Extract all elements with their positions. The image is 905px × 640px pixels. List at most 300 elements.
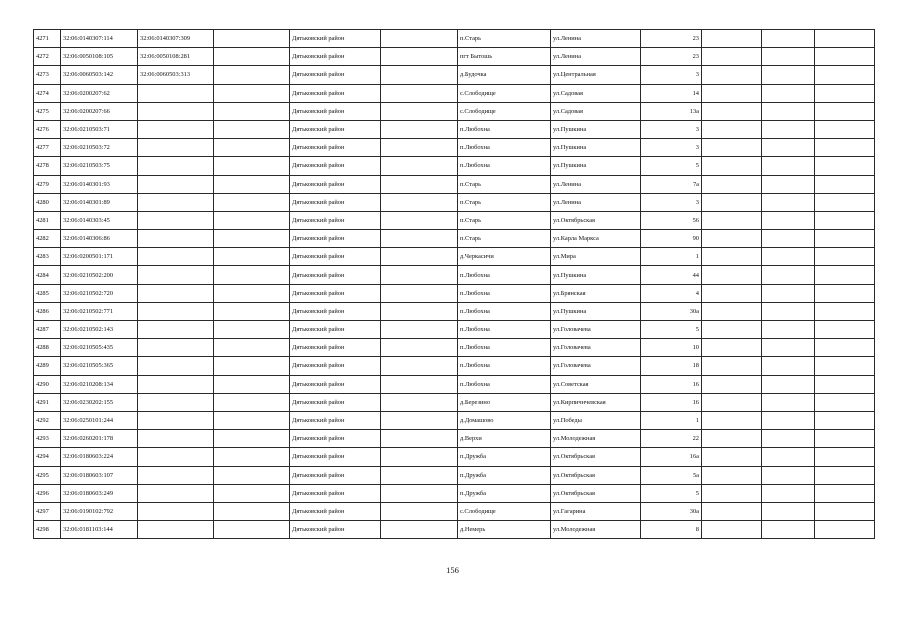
empty-cell	[381, 266, 458, 284]
house-number-cell: 10	[641, 339, 702, 357]
settlement-cell: п.Любохна	[458, 375, 551, 393]
row-number-cell: 4288	[34, 339, 61, 357]
cadastral-number-cell: 32:06:0140303:45	[61, 211, 138, 229]
empty-cell	[762, 157, 815, 175]
empty-cell	[381, 139, 458, 157]
cadastral-number-cell: 32:06:0200207:62	[61, 84, 138, 102]
district-cell: Дятьковский район	[290, 484, 381, 502]
row-number-cell: 4281	[34, 211, 61, 229]
row-number-cell: 4285	[34, 284, 61, 302]
cadastral-number-2-cell	[138, 484, 214, 502]
empty-cell	[702, 248, 762, 266]
empty-cell	[214, 230, 290, 248]
district-cell: Дятьковский район	[290, 339, 381, 357]
empty-cell	[214, 266, 290, 284]
cadastral-number-cell: 32:06:0230202:155	[61, 393, 138, 411]
house-number-cell: 16	[641, 375, 702, 393]
settlement-cell: пгт Бытошь	[458, 48, 551, 66]
row-number-cell: 4278	[34, 157, 61, 175]
empty-cell	[762, 448, 815, 466]
settlement-cell: п.Любохна	[458, 302, 551, 320]
empty-cell	[815, 339, 875, 357]
cadastral-number-cell: 32:06:0210503:72	[61, 139, 138, 157]
empty-cell	[702, 30, 762, 48]
empty-cell	[381, 302, 458, 320]
cadastral-number-cell: 32:06:0200501:171	[61, 248, 138, 266]
empty-cell	[762, 230, 815, 248]
district-cell: Дятьковский район	[290, 448, 381, 466]
house-number-cell: 16	[641, 393, 702, 411]
district-cell: Дятьковский район	[290, 102, 381, 120]
street-cell: ул.Октябрьская	[551, 484, 641, 502]
empty-cell	[214, 102, 290, 120]
district-cell: Дятьковский район	[290, 211, 381, 229]
table-row	[34, 411, 875, 429]
empty-cell	[762, 357, 815, 375]
row-number-cell: 4283	[34, 248, 61, 266]
empty-cell	[214, 411, 290, 429]
district-cell: Дятьковский район	[290, 139, 381, 157]
empty-cell	[762, 339, 815, 357]
empty-cell	[815, 84, 875, 102]
settlement-cell: д.Верхи	[458, 430, 551, 448]
empty-cell	[815, 375, 875, 393]
row-number-cell: 4290	[34, 375, 61, 393]
empty-cell	[815, 321, 875, 339]
empty-cell	[381, 193, 458, 211]
cadastral-number-cell: 32:06:0190102:792	[61, 502, 138, 520]
empty-cell	[815, 175, 875, 193]
house-number-cell: 18	[641, 357, 702, 375]
empty-cell	[762, 411, 815, 429]
table-row	[34, 120, 875, 138]
table-row	[34, 521, 875, 539]
cadastral-number-cell: 32:06:0180603:224	[61, 448, 138, 466]
empty-cell	[815, 248, 875, 266]
empty-cell	[815, 284, 875, 302]
empty-cell	[762, 484, 815, 502]
cadastral-number-2-cell	[138, 175, 214, 193]
empty-cell	[702, 284, 762, 302]
street-cell: ул.Ленина	[551, 193, 641, 211]
empty-cell	[702, 48, 762, 66]
empty-cell	[381, 339, 458, 357]
settlement-cell: п.Любохна	[458, 139, 551, 157]
cadastral-number-cell: 32:06:0210505:435	[61, 339, 138, 357]
street-cell: ул.Советская	[551, 375, 641, 393]
street-cell: ул.Октябрьская	[551, 211, 641, 229]
row-number-cell: 4292	[34, 411, 61, 429]
district-cell: Дятьковский район	[290, 84, 381, 102]
district-cell: Дятьковский район	[290, 66, 381, 84]
district-cell: Дятьковский район	[290, 411, 381, 429]
row-number-cell: 4277	[34, 139, 61, 157]
empty-cell	[815, 502, 875, 520]
empty-cell	[381, 393, 458, 411]
house-number-cell: 22	[641, 430, 702, 448]
empty-cell	[702, 230, 762, 248]
empty-cell	[815, 102, 875, 120]
cadastral-number-2-cell	[138, 120, 214, 138]
table-row	[34, 430, 875, 448]
house-number-cell: 5	[641, 157, 702, 175]
cadastral-number-2-cell	[138, 230, 214, 248]
street-cell: ул.Гагарина	[551, 502, 641, 520]
empty-cell	[762, 139, 815, 157]
house-number-cell: 16а	[641, 448, 702, 466]
settlement-cell: с.Слободище	[458, 102, 551, 120]
empty-cell	[815, 448, 875, 466]
cadastral-number-cell: 32:06:0210502:720	[61, 284, 138, 302]
table-row	[34, 84, 875, 102]
empty-cell	[214, 448, 290, 466]
street-cell: ул.Молодежная	[551, 521, 641, 539]
street-cell: ул.Карла Маркса	[551, 230, 641, 248]
empty-cell	[214, 466, 290, 484]
street-cell: ул.Пушкина	[551, 157, 641, 175]
house-number-cell: 3	[641, 193, 702, 211]
empty-cell	[381, 321, 458, 339]
empty-cell	[214, 84, 290, 102]
cadastral-number-2-cell	[138, 466, 214, 484]
empty-cell	[214, 284, 290, 302]
street-cell: ул.Головачева	[551, 321, 641, 339]
cadastral-number-2-cell: 32:06:0060503:313	[138, 66, 214, 84]
district-cell: Дятьковский район	[290, 193, 381, 211]
row-number-cell: 4295	[34, 466, 61, 484]
empty-cell	[702, 211, 762, 229]
cadastral-number-2-cell	[138, 502, 214, 520]
empty-cell	[815, 430, 875, 448]
cadastral-number-2-cell	[138, 157, 214, 175]
empty-cell	[214, 393, 290, 411]
empty-cell	[214, 175, 290, 193]
empty-cell	[214, 66, 290, 84]
empty-cell	[214, 248, 290, 266]
settlement-cell: п.Старь	[458, 175, 551, 193]
settlement-cell: д.Будочка	[458, 66, 551, 84]
empty-cell	[815, 139, 875, 157]
empty-cell	[381, 175, 458, 193]
empty-cell	[815, 393, 875, 411]
empty-cell	[702, 266, 762, 284]
row-number-cell: 4287	[34, 321, 61, 339]
street-cell: ул.Пушкина	[551, 266, 641, 284]
empty-cell	[702, 466, 762, 484]
district-cell: Дятьковский район	[290, 284, 381, 302]
empty-cell	[762, 102, 815, 120]
house-number-cell: 4	[641, 284, 702, 302]
empty-cell	[381, 411, 458, 429]
cadastral-number-cell: 32:06:0210502:771	[61, 302, 138, 320]
empty-cell	[702, 139, 762, 157]
empty-cell	[702, 448, 762, 466]
empty-cell	[702, 521, 762, 539]
empty-cell	[381, 466, 458, 484]
empty-cell	[381, 120, 458, 138]
empty-cell	[762, 284, 815, 302]
table-row	[34, 502, 875, 520]
cadastral-number-cell: 32:06:0180603:107	[61, 466, 138, 484]
table-row	[34, 448, 875, 466]
empty-cell	[815, 48, 875, 66]
empty-cell	[815, 302, 875, 320]
housing-registry-table	[33, 29, 875, 539]
empty-cell	[381, 66, 458, 84]
row-number-cell: 4297	[34, 502, 61, 520]
house-number-cell: 13а	[641, 102, 702, 120]
street-cell: ул.Октябрьская	[551, 448, 641, 466]
empty-cell	[815, 411, 875, 429]
settlement-cell: п.Любохна	[458, 321, 551, 339]
district-cell: Дятьковский район	[290, 120, 381, 138]
empty-cell	[214, 430, 290, 448]
empty-cell	[214, 157, 290, 175]
table-row	[34, 266, 875, 284]
empty-cell	[762, 321, 815, 339]
house-number-cell: 3	[641, 66, 702, 84]
empty-cell	[702, 102, 762, 120]
table-row	[34, 230, 875, 248]
table-body	[34, 30, 875, 539]
cadastral-number-2-cell	[138, 430, 214, 448]
house-number-cell: 23	[641, 30, 702, 48]
empty-cell	[381, 248, 458, 266]
settlement-cell: с.Слободище	[458, 84, 551, 102]
cadastral-number-2-cell	[138, 284, 214, 302]
empty-cell	[762, 120, 815, 138]
table-row	[34, 466, 875, 484]
district-cell: Дятьковский район	[290, 393, 381, 411]
row-number-cell: 4280	[34, 193, 61, 211]
empty-cell	[381, 284, 458, 302]
cadastral-number-cell: 32:06:0180603:249	[61, 484, 138, 502]
empty-cell	[381, 375, 458, 393]
settlement-cell: д.Домашово	[458, 411, 551, 429]
street-cell: ул.Октябрьская	[551, 466, 641, 484]
street-cell: ул.Ленина	[551, 175, 641, 193]
empty-cell	[214, 339, 290, 357]
settlement-cell: д.Черкасичи	[458, 248, 551, 266]
cadastral-number-cell: 32:06:0210503:75	[61, 157, 138, 175]
empty-cell	[762, 393, 815, 411]
row-number-cell: 4282	[34, 230, 61, 248]
empty-cell	[214, 484, 290, 502]
empty-cell	[762, 193, 815, 211]
empty-cell	[381, 448, 458, 466]
empty-cell	[381, 211, 458, 229]
empty-cell	[214, 193, 290, 211]
cadastral-number-cell: 32:06:0250101:244	[61, 411, 138, 429]
house-number-cell: 8	[641, 521, 702, 539]
settlement-cell: п.Любохна	[458, 357, 551, 375]
empty-cell	[762, 266, 815, 284]
empty-cell	[815, 466, 875, 484]
street-cell: ул.Головачева	[551, 339, 641, 357]
table-row	[34, 375, 875, 393]
empty-cell	[702, 357, 762, 375]
house-number-cell: 1	[641, 248, 702, 266]
empty-cell	[381, 48, 458, 66]
cadastral-number-2-cell	[138, 521, 214, 539]
settlement-cell: д.Березино	[458, 393, 551, 411]
street-cell: ул.Центральная	[551, 66, 641, 84]
row-number-cell: 4284	[34, 266, 61, 284]
empty-cell	[381, 502, 458, 520]
empty-cell	[702, 84, 762, 102]
district-cell: Дятьковский район	[290, 375, 381, 393]
empty-cell	[702, 321, 762, 339]
table-row	[34, 484, 875, 502]
row-number-cell: 4274	[34, 84, 61, 102]
empty-cell	[381, 521, 458, 539]
row-number-cell: 4279	[34, 175, 61, 193]
settlement-cell: п.Любохна	[458, 339, 551, 357]
empty-cell	[214, 302, 290, 320]
district-cell: Дятьковский район	[290, 302, 381, 320]
house-number-cell: 90	[641, 230, 702, 248]
house-number-cell: 3	[641, 139, 702, 157]
empty-cell	[762, 66, 815, 84]
cadastral-number-2-cell	[138, 448, 214, 466]
empty-cell	[702, 484, 762, 502]
cadastral-number-2-cell	[138, 375, 214, 393]
house-number-cell: 23	[641, 48, 702, 66]
empty-cell	[214, 357, 290, 375]
empty-cell	[815, 157, 875, 175]
street-cell: ул.Брянская	[551, 284, 641, 302]
cadastral-number-2-cell	[138, 266, 214, 284]
empty-cell	[214, 521, 290, 539]
street-cell: ул.Победы	[551, 411, 641, 429]
house-number-cell: 5а	[641, 466, 702, 484]
table-row	[34, 193, 875, 211]
settlement-cell: п.Любохна	[458, 120, 551, 138]
house-number-cell: 30а	[641, 302, 702, 320]
table-row	[34, 211, 875, 229]
row-number-cell: 4294	[34, 448, 61, 466]
empty-cell	[762, 48, 815, 66]
table-row	[34, 139, 875, 157]
house-number-cell: 44	[641, 266, 702, 284]
cadastral-number-2-cell	[138, 393, 214, 411]
empty-cell	[702, 193, 762, 211]
row-number-cell: 4289	[34, 357, 61, 375]
table-row	[34, 30, 875, 48]
cadastral-number-cell: 32:06:0210505:365	[61, 357, 138, 375]
empty-cell	[762, 430, 815, 448]
empty-cell	[815, 193, 875, 211]
district-cell: Дятьковский район	[290, 230, 381, 248]
cadastral-number-cell: 32:06:0210503:71	[61, 120, 138, 138]
cadastral-number-cell: 32:06:0050108:105	[61, 48, 138, 66]
street-cell: ул.Молодежная	[551, 430, 641, 448]
empty-cell	[702, 120, 762, 138]
street-cell: ул.Пушкина	[551, 302, 641, 320]
street-cell: ул.Садовая	[551, 102, 641, 120]
empty-cell	[381, 430, 458, 448]
row-number-cell: 4298	[34, 521, 61, 539]
cadastral-number-cell: 32:06:0181103:144	[61, 521, 138, 539]
settlement-cell: п.Любохна	[458, 284, 551, 302]
empty-cell	[214, 375, 290, 393]
cadastral-number-2-cell: 32:06:0050108:281	[138, 48, 214, 66]
cadastral-number-cell: 32:06:0140301:89	[61, 193, 138, 211]
house-number-cell: 3	[641, 120, 702, 138]
settlement-cell: п.Старь	[458, 193, 551, 211]
table-row	[34, 321, 875, 339]
cadastral-number-2-cell: 32:06:0140307:309	[138, 30, 214, 48]
row-number-cell: 4276	[34, 120, 61, 138]
cadastral-number-cell: 32:06:0200207:66	[61, 102, 138, 120]
cadastral-number-2-cell	[138, 302, 214, 320]
empty-cell	[815, 521, 875, 539]
cadastral-number-cell: 32:06:0210502:143	[61, 321, 138, 339]
row-number-cell: 4293	[34, 430, 61, 448]
empty-cell	[815, 120, 875, 138]
empty-cell	[381, 30, 458, 48]
settlement-cell: п.Старь	[458, 30, 551, 48]
empty-cell	[381, 102, 458, 120]
cadastral-number-2-cell	[138, 411, 214, 429]
table-row	[34, 393, 875, 411]
cadastral-number-2-cell	[138, 321, 214, 339]
settlement-cell: д.Немерь	[458, 521, 551, 539]
page-number: 156	[446, 565, 459, 575]
empty-cell	[381, 157, 458, 175]
empty-cell	[381, 484, 458, 502]
row-number-cell: 4291	[34, 393, 61, 411]
table-row	[34, 284, 875, 302]
empty-cell	[762, 302, 815, 320]
street-cell: ул.Мира	[551, 248, 641, 266]
cadastral-number-cell: 32:06:0140306:86	[61, 230, 138, 248]
settlement-cell: п.Любохна	[458, 266, 551, 284]
table-row	[34, 66, 875, 84]
cadastral-number-cell: 32:06:0210208:134	[61, 375, 138, 393]
street-cell: ул.Пушкина	[551, 139, 641, 157]
empty-cell	[762, 248, 815, 266]
settlement-cell: п.Дружба	[458, 466, 551, 484]
settlement-cell: с.Слободище	[458, 502, 551, 520]
district-cell: Дятьковский район	[290, 430, 381, 448]
house-number-cell: 30а	[641, 502, 702, 520]
table-row	[34, 157, 875, 175]
district-cell: Дятьковский район	[290, 48, 381, 66]
street-cell: ул.Кирпичнчевская	[551, 393, 641, 411]
district-cell: Дятьковский район	[290, 266, 381, 284]
empty-cell	[815, 484, 875, 502]
settlement-cell: п.Старь	[458, 211, 551, 229]
district-cell: Дятьковский район	[290, 521, 381, 539]
table-row	[34, 102, 875, 120]
empty-cell	[214, 139, 290, 157]
empty-cell	[815, 66, 875, 84]
empty-cell	[762, 502, 815, 520]
cadastral-number-2-cell	[138, 248, 214, 266]
cadastral-number-cell: 32:06:0140301:93	[61, 175, 138, 193]
row-number-cell: 4273	[34, 66, 61, 84]
district-cell: Дятьковский район	[290, 502, 381, 520]
street-cell: ул.Ленина	[551, 48, 641, 66]
settlement-cell: п.Любохна	[458, 157, 551, 175]
settlement-cell: п.Старь	[458, 230, 551, 248]
cadastral-number-cell: 32:06:0060503:142	[61, 66, 138, 84]
house-number-cell: 14	[641, 84, 702, 102]
street-cell: ул.Головачева	[551, 357, 641, 375]
empty-cell	[815, 30, 875, 48]
empty-cell	[702, 66, 762, 84]
